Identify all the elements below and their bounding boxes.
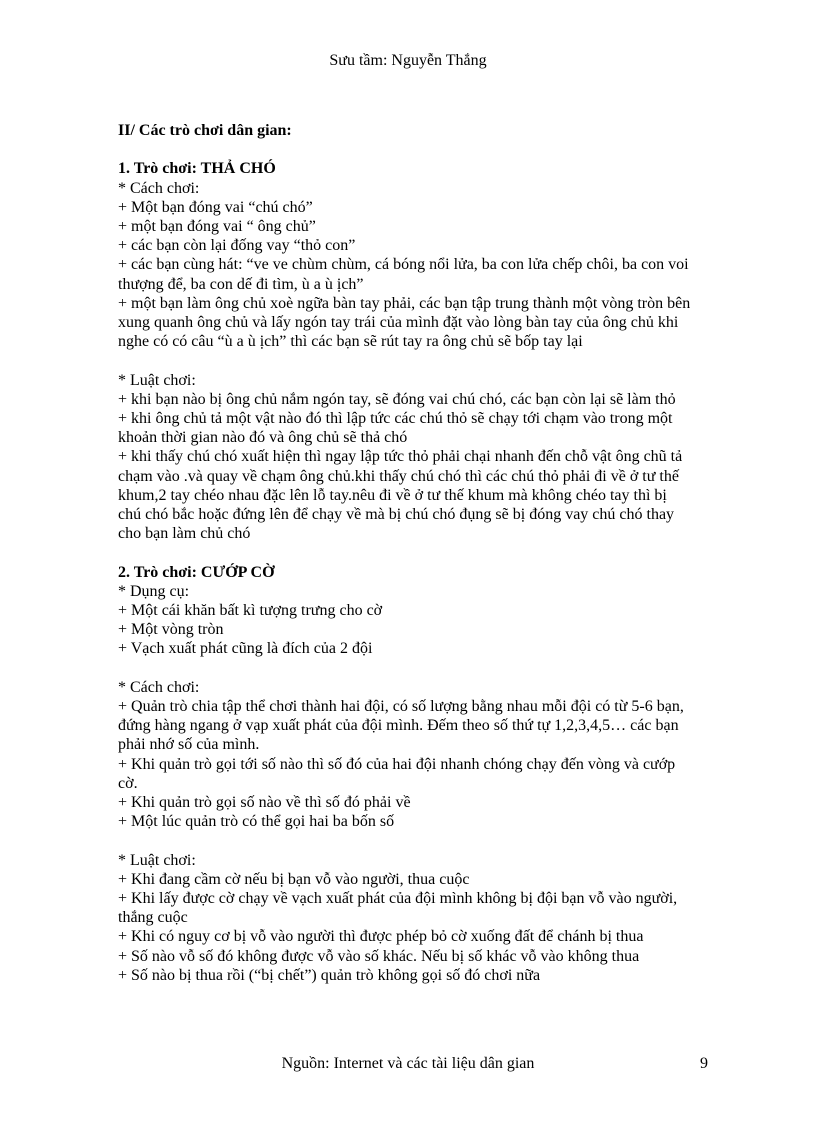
list-item: + Vạch xuất phát cũng là đích của 2 đội — [118, 640, 373, 658]
list-item: + khi ông chủ tả một vật nào đó thì lập tức các chú thỏ sẽ chạy tới chạm vào trong một khoản thời gian nào đó và ông chủ sẽ thả chó — [118, 410, 673, 447]
tools-heading: * Dụng cụ: — [118, 582, 190, 600]
list-item: + một bạn đóng vai “ ông chủ” — [118, 218, 316, 235]
list-item: + Khi đang cầm cờ nếu bị bạn vỗ vào người, thua cuộc — [118, 870, 470, 888]
game-title: 1. Trò chơi: THẢ CHÓ — [118, 160, 276, 178]
game-title: 2. Trò chơi: CƯỚP CỜ — [118, 563, 275, 581]
list-item: + một bạn làm ông chủ xoè ngữa bàn tay phải, các bạn tập trung thành một vòng tròn bên xung quanh ông chủ và lấy ngón tay trái của mình đặt vào lòng bàn tay của ông chủ khi nghe có có câu “ù a ù ịch” thì các bạn sẽ rút tay ra ông chủ sẽ bốp tay lại — [118, 294, 691, 351]
list-item: + Một bạn đóng vai “chú chó” — [118, 198, 313, 216]
list-item: + Khi có nguy cơ bị vỗ vào người thì được phép bỏ cờ xuống đất để chánh bị thua — [118, 928, 644, 946]
list-item: + khi thấy chú chó xuất hiện thì ngay lập tức thỏ phải chại nhanh đến chỗ vật ông chũ tả chạm vào .và quay về chạm ông chủ.khi thấy chú chó thì các chú thỏ phải đi về ở tư thế khum,2 tay chéo nhau đặc lên lỗ tay.nêu đi về ở tư thế khum mà không chéo tay thì bị chú chó bắc hoặc đứng lên để chạy về mà bị chú chó đụng sẽ bị đóng vay chú chó thay cho bạn làm chủ chó — [118, 448, 683, 543]
list-item: + Một vòng tròn — [118, 621, 224, 639]
how-to-play-heading: * Cách chơi: — [118, 179, 200, 197]
how-to-play-heading: * Cách chơi: — [118, 678, 200, 696]
list-item: + Số nào vỗ số đó không được vỗ vào số khác. Nếu bị số khác vỗ vào không thua — [118, 947, 640, 965]
list-item: + các bạn cùng hát: “ve ve chùm chùm, cá bóng nổi lửa, ba con lửa chếp chôi, ba con voi thượng để, ba con dế đi tìm, ù a ù ịch” — [118, 256, 689, 293]
document-body — [118, 121, 708, 985]
list-item: + khi bạn nào bị ông chủ nắm ngón tay, sẽ đóng vai chú chó, các bạn còn lại sẽ làm thỏ — [118, 390, 676, 408]
list-item: + Khi quản trò gọi tới số nào thì số đó của hai đội nhanh chóng chạy đến vòng và cướp cờ. — [118, 755, 676, 792]
game-cuop-co — [118, 563, 708, 985]
page-header: Sưu tầm: Nguyễn Thắng — [329, 52, 487, 69]
rules-heading: * Luật chơi: — [118, 851, 196, 869]
rules-heading: * Luật chơi: — [118, 371, 196, 389]
list-item: + Khi quản trò gọi số nào về thì số đó phải về — [118, 794, 411, 812]
footer-source: Nguồn: Internet và các tài liệu dân gian — [281, 1055, 535, 1072]
list-item: + Một cái khăn bất kì tượng trưng cho cờ — [118, 602, 383, 620]
list-item: + Quản trò chia tập thể chơi thành hai đội, có số lượng bằng nhau mỗi đội có từ 5-6 bạn, đứng hàng ngang ở vạp xuất phát của đội mình. Đếm theo số thứ tự 1,2,3,4,5… các bạn phải nhớ số của mình. — [118, 698, 684, 754]
list-item: + Khi lấy được cờ chạy về vạch xuất phát của đội mình không bị đội bạn vỗ vào người, thắng cuộc — [118, 890, 678, 927]
list-item: + các bạn còn lại đống vay “thỏ con” — [118, 237, 356, 255]
game-tha-cho — [118, 159, 708, 543]
list-item: + Số nào bị thua rồi (“bị chết”) quản trò không gọi số đó chơi nữa — [118, 966, 541, 984]
section-title: II/ Các trò chơi dân gian: — [118, 122, 292, 139]
page-number: 9 — [700, 1055, 708, 1072]
list-item: + Một lúc quản trò có thể gọi hai ba bốn số — [118, 813, 395, 831]
